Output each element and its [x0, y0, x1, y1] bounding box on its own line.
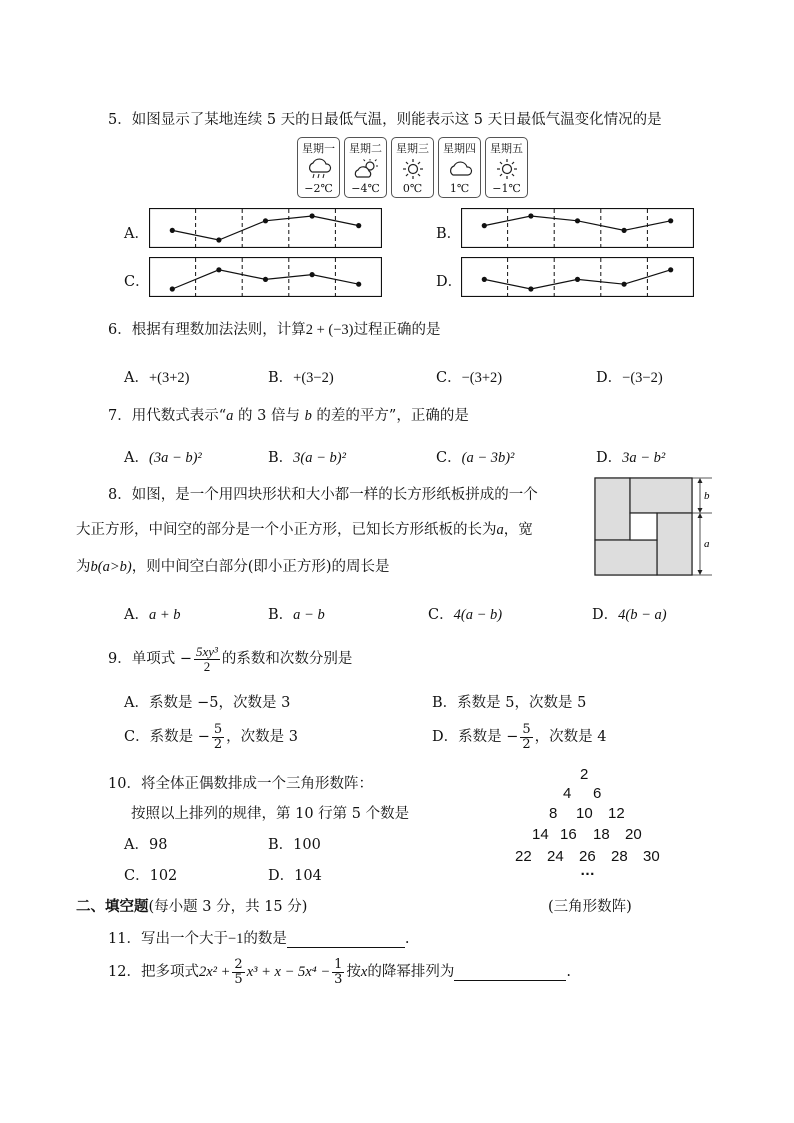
q7-stem: 7．用代数式表示“a 的 3 倍与 b 的差的平方”，正确的是: [108, 408, 469, 424]
q8-option-a: A．a + b: [124, 607, 181, 623]
q8-line1: 8．如图，是一个用四块形状和大小都一样的长方形纸板拼成的一个: [108, 487, 538, 503]
q9-option-d: D．系数是 − $\frac{5}{2}$ ，次数是 4: [432, 722, 607, 752]
chart-option-d: [461, 257, 694, 297]
sun-icon: [492, 158, 522, 180]
q7-option-a: A．(3a − b)²: [124, 450, 202, 466]
triangle-number: 18: [593, 826, 610, 843]
data-point: [482, 223, 487, 228]
q8-option-d: D．4(b − a): [592, 607, 667, 623]
q6-option-c: C．−(3+2): [436, 370, 503, 386]
q6-expression: 2 + (−3): [305, 322, 354, 338]
q5-option-b-label: B．: [436, 226, 462, 242]
q6-option-a: A．+(3+2): [124, 370, 190, 386]
data-point: [356, 223, 361, 228]
triangle-number: 14: [532, 826, 549, 843]
q5-option-c-label: C．: [124, 274, 150, 290]
data-point: [575, 277, 580, 282]
weather-card-tue: [344, 137, 387, 198]
triangle-number: 10: [576, 805, 593, 822]
data-point: [528, 286, 533, 291]
q8-line3: 为b(a>b)，则中间空白部分(即小正方形)的周长是: [76, 559, 390, 575]
triangle-number: 8: [549, 805, 558, 822]
temp-label: −2℃: [304, 182, 333, 195]
q10-option-a: A．98: [124, 837, 168, 853]
triangle-number: 26: [579, 848, 596, 865]
q10-option-d: D．104: [268, 868, 322, 884]
day-label: 星期二: [349, 142, 382, 155]
data-point: [310, 213, 315, 218]
q9-option-c: C．系数是 − $\frac{5}{2}$ ，次数是 3: [124, 722, 298, 752]
q11-stem: 11．写出一个大于−1的数是 .: [108, 931, 410, 947]
data-point: [170, 228, 175, 233]
label-a: a: [704, 538, 710, 550]
q6-option-d: D．−(3−2): [596, 370, 663, 386]
q6-stem-text-end: 过程正确的是: [353, 322, 441, 338]
data-point: [263, 277, 268, 282]
q9-option-b: B．系数是 5，次数是 5: [432, 695, 587, 711]
q11-answer-blank[interactable]: [287, 931, 405, 948]
data-point: [668, 218, 673, 223]
data-point: [668, 267, 673, 272]
q10-option-c: C．102: [124, 868, 178, 884]
square-figure: [592, 475, 716, 579]
temp-label: 0℃: [402, 182, 423, 195]
q6-stem: [108, 318, 441, 339]
q12-answer-blank[interactable]: [454, 964, 566, 981]
data-point: [528, 213, 533, 218]
data-point: [263, 218, 268, 223]
data-point: [356, 282, 361, 287]
temp-label: 1℃: [449, 182, 470, 195]
triangle-number: 28: [611, 848, 628, 865]
triangle-number: 16: [560, 826, 577, 843]
label-b: b: [704, 490, 710, 502]
weather-card-thu: [438, 137, 481, 198]
triangle-caption: (三角形数阵): [548, 899, 632, 915]
q5-stem: 5．如图显示了某地连续 5 天的日最低气温，则能表示这 5 天日最低气温变化情况的是: [108, 112, 662, 128]
chart-frame: [462, 209, 694, 248]
q8-line2: 大正方形，中间空的部分是一个小正方形，已知长方形纸板的长为a，宽: [76, 522, 533, 538]
q7-option-c: C．(a − 3b)²: [436, 450, 515, 466]
data-point: [216, 267, 221, 272]
data-point: [622, 228, 627, 233]
day-label: 星期五: [490, 142, 523, 155]
q8-option-c: C．4(a − b): [428, 607, 503, 623]
weather-card-wed: [391, 137, 434, 198]
data-point: [575, 218, 580, 223]
data-point: [310, 272, 315, 277]
weather-card-fri: [485, 137, 528, 198]
day-label: 星期三: [396, 142, 429, 155]
q10-stem: 10．将全体正偶数排成一个三角形数阵：: [108, 776, 373, 792]
q9-option-a: A．系数是 −5，次数是 3: [124, 695, 291, 711]
triangle-number: 24: [547, 848, 564, 865]
triangle-number: 30: [643, 848, 660, 865]
q7-option-b: B．3(a − b)²: [268, 450, 346, 466]
partly-sunny-icon: [351, 158, 381, 180]
temp-label: −1℃: [492, 182, 521, 195]
weather-card-mon: [297, 137, 340, 198]
day-label: 星期一: [302, 142, 335, 155]
day-label: 星期四: [443, 142, 476, 155]
cloud-icon: [445, 158, 475, 180]
chart-option-a: [149, 208, 382, 248]
data-point: [482, 277, 487, 282]
triangle-ellipsis: …: [580, 862, 595, 879]
q9-stem: 9．单项式 − $\frac{\text{5xy³}}{2}$ 的系数和次数分别是: [108, 644, 353, 674]
chart-frame: [150, 209, 382, 248]
data-point: [622, 282, 627, 287]
section2-heading: 二、填空题(每小题 3 分，共 15 分): [76, 898, 308, 915]
triangle-number: 20: [625, 826, 642, 843]
q10-line2: 按照以上排列的规律，第 10 行第 5 个数是: [131, 806, 410, 822]
q6-option-b: B．+(3−2): [268, 370, 334, 386]
chart-option-c: [149, 257, 382, 297]
triangle-number: 2: [580, 766, 589, 783]
data-point: [170, 286, 175, 291]
q7-option-d: D．3a − b²: [596, 450, 666, 466]
triangle-number: 4: [563, 785, 572, 802]
q10-option-b: B．100: [268, 837, 321, 853]
triangle-number: 22: [515, 848, 532, 865]
cloud-rain-icon: [304, 158, 334, 180]
triangle-number: 12: [608, 805, 625, 822]
temp-label: −4℃: [351, 182, 380, 195]
q12-stem: 12．把多项式2x² + $\frac{2}{5}$ x³ + x − 5x⁴ − $\frac{1}{3}$ 按x的降幂排列为 .: [108, 957, 571, 987]
q5-option-d-label: D．: [436, 274, 463, 290]
chart-option-b: [461, 208, 694, 248]
triangle-number: 6: [593, 785, 602, 802]
data-point: [216, 237, 221, 242]
q6-stem-text: 6．根据有理数加法法则，计算: [108, 322, 306, 338]
q5-option-a-label: A．: [124, 226, 149, 242]
sun-icon: [398, 158, 428, 180]
q8-option-b: B．a − b: [268, 607, 325, 623]
